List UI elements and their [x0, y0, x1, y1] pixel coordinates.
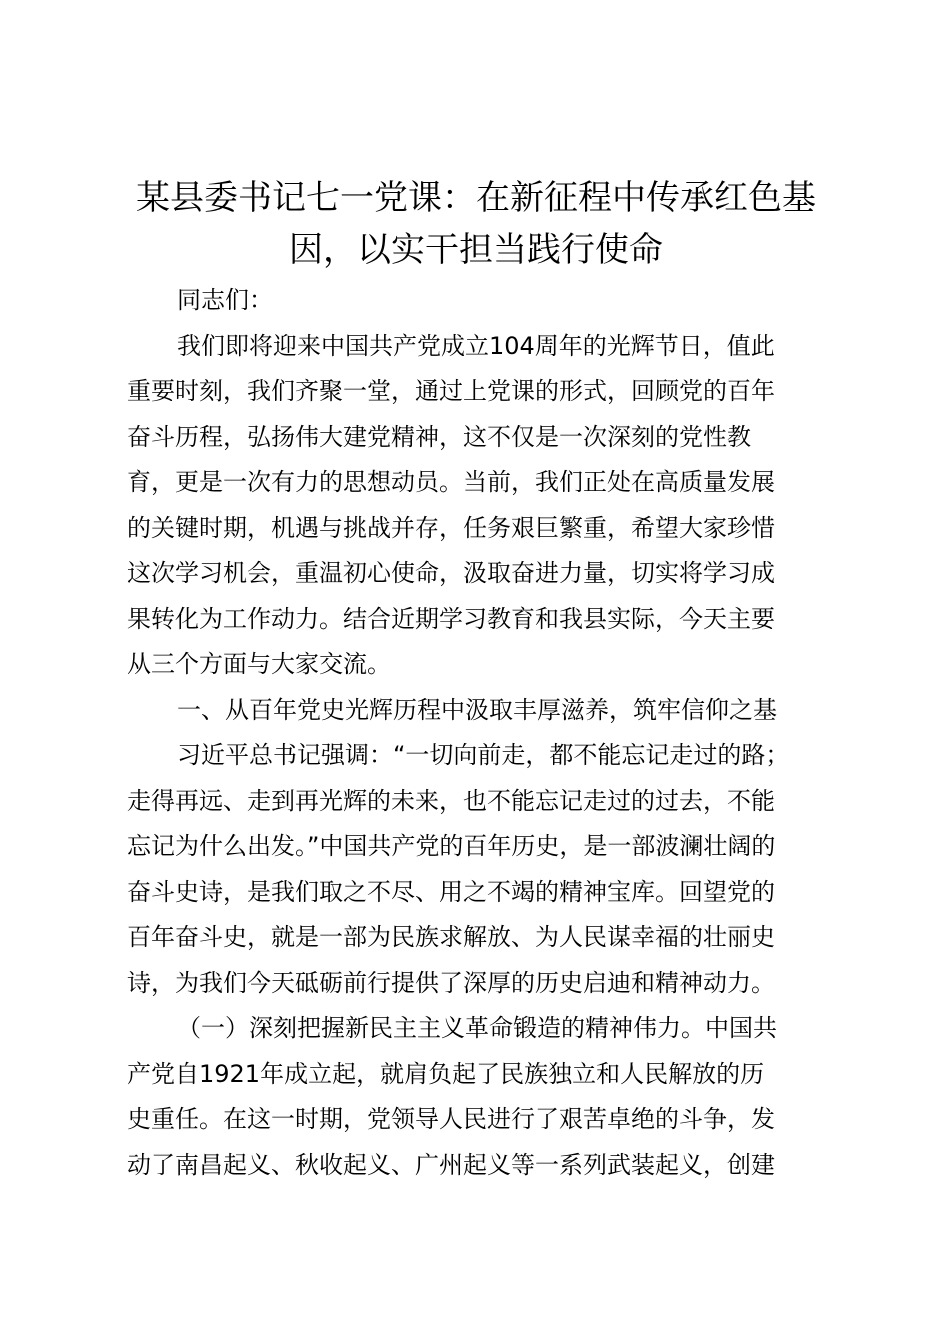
section1-line: 走得再远、走到再光辉的未来，也不能忘记走过的过去，不能 — [127, 786, 775, 815]
subsection1-line: 产党自1921年成立起，就肩负起了民族独立和人民解放的历 — [127, 1059, 765, 1088]
intro-line: 这次学习机会，重温初心使命，汲取奋进力量，切实将学习成 — [127, 559, 775, 587]
title-line-2: 因，以实干担当践行使命 — [289, 230, 663, 270]
section1-line: 诗，为我们今天砥砺前行提供了深厚的历史启迪和精神动力。 — [127, 968, 775, 997]
section1-paragraph — [127, 733, 837, 1006]
intro-line: 奋斗历程，弘扬伟大建党精神，这不仅是一次深刻的党性教 — [127, 422, 751, 451]
subsection1-line: （一）深刻把握新民主主义革命锻造的精神伟力。中国共 — [177, 1014, 777, 1042]
subsection1-line: 史重任。在这一时期，党领导人民进行了艰苦卓绝的斗争，发 — [127, 1105, 775, 1133]
section-heading-text: 一、从百年党史光辉历程中汲取丰厚滋养，筑牢信仰之基 — [177, 695, 777, 724]
intro-line: 育，更是一次有力的思想动员。当前，我们正处在高质量发展 — [127, 468, 775, 496]
document-title — [120, 172, 832, 276]
intro-line: 从三个方面与大家交流。 — [127, 650, 391, 678]
intro-line: 重要时刻，我们齐聚一堂，通过上党课的形式，回顾党的百年 — [127, 377, 775, 405]
section1-line: 忘记为什么出发。”中国共产党的百年历史，是一部波澜壮阔的 — [127, 832, 776, 860]
salutation-text: 同志们： — [177, 286, 273, 314]
document-body — [127, 278, 837, 1188]
title-line-1: 某县委书记七一党课：在新征程中传承红色基 — [136, 178, 816, 218]
intro-line: 我们即将迎来中国共产党成立104周年的光辉节日，值此 — [177, 331, 775, 360]
intro-line: 果转化为工作动力。结合近期学习教育和我县实际，今天主要 — [127, 604, 775, 633]
section1-line: 奋斗史诗，是我们取之不尽、用之不竭的精神宝库。回望党的 — [127, 877, 775, 906]
intro-paragraph — [127, 324, 837, 688]
salutation — [127, 278, 837, 324]
section1-line: 百年奋斗史，就是一部为民族求解放、为人民谋幸福的壮丽史 — [127, 923, 775, 951]
intro-line: 的关键时期，机遇与挑战并存，任务艰巨繁重，希望大家珍惜 — [127, 513, 775, 542]
subsection1-paragraph — [127, 1006, 837, 1188]
subsection1-line: 动了南昌起义、秋收起义、广州起义等一系列武装起义，创建 — [127, 1150, 775, 1179]
section1-line: 习近平总书记强调：“一切向前走，都不能忘记走过的路； — [177, 741, 790, 769]
section-heading — [127, 688, 837, 734]
